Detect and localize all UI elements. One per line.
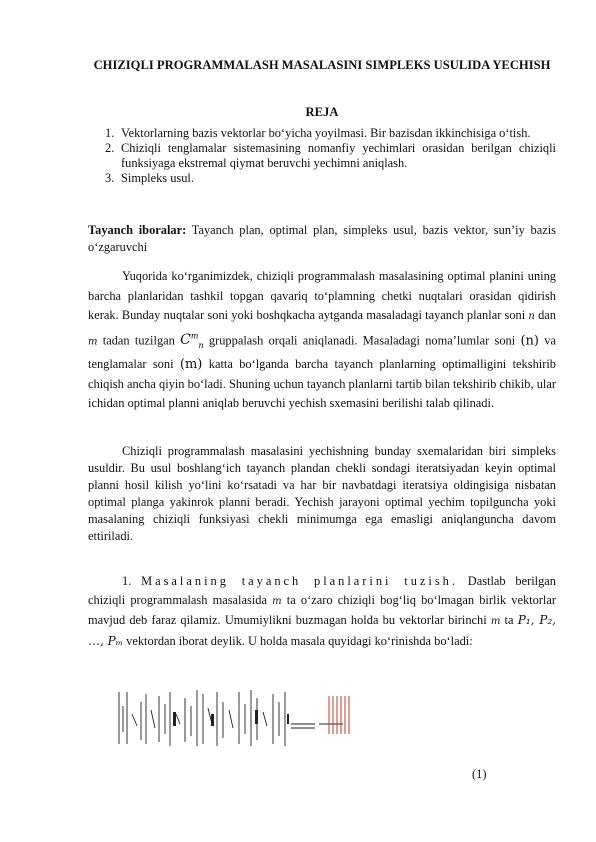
math-symbol: C <box>180 332 191 349</box>
plan-item-text: Vektorlarning bazis vektorlar bo‘yicha yoyilmasi. Bir bazisdan ikkinchisiga o‘tish. <box>121 126 531 140</box>
plan-item-number: 3. <box>105 171 115 185</box>
text-run: vektordan iborat deylik. U holda masala quyidagi ko‘rinishda bo‘ladi: <box>123 633 473 648</box>
paragraph-simplex: Chiziqli programmalash masalasini yechishning bunday sxemalaridan biri simpleks usuldir. Bu usul boshlang‘ich tayanch plandan chekli sondagi iteratsiyadan keyin optimal planni hosil kilish yo‘lini ko‘rsatadi va har bir navbatdagi iteratsiya oldingisiga nisbatan optimal planga yakinrok planni beradi. Yechish jarayoni optimal yechim topilguncha yoki masalaning chiziqli funksiyasi chekli minimumga ega emasligi aniqlanguncha davom ettiriladi. <box>88 444 556 543</box>
text-run: ta <box>500 613 518 627</box>
plan-item-number: 2. <box>105 141 115 155</box>
math-m: m <box>272 595 282 607</box>
paragraph-tayanch-plan <box>88 572 556 650</box>
plan-item <box>88 126 556 141</box>
section-heading: Masalaning tayanch planlarini tuzish. <box>141 574 458 588</box>
text-run: va tenglamalar soni <box>88 333 556 372</box>
math-paren-m: (m) <box>179 357 203 373</box>
plan-item <box>88 171 556 186</box>
text-run: tadan tuzilgan <box>97 333 181 348</box>
math-vectors: P₁, P₂, …, Pₘ <box>88 613 556 648</box>
keywords-text: Tayanch plan, optimal plan, simpleks usul, bazis vektor, sun’iy bazis o‘zgaruvchi <box>88 223 556 254</box>
keywords-paragraph <box>88 222 556 256</box>
text-run: Dastlab berilgan chiziqli programmalash masalasida <box>88 574 557 607</box>
plan-item-number: 1. <box>105 126 115 140</box>
text-run: katta bo‘lganda barcha tayanch planlarning optimalligini tekshirib chiqish ancha qiyin bo‘ladi. Shuning uchun tayanch planlarni tartib bilan tekshirib chikib, ular ichidan optimal planni aniqlab beruvchi yechish sxemasini berilishi talab qilinadi. <box>88 357 556 411</box>
plan-item-text: Chiziqli tenglamalar sistemasining nomanfiy yechimlari orasidan berilgan chiziqli funksiyaga ekstremal qiymat beruvchi yechimni aniqlash. <box>121 141 556 170</box>
math-subscript: n <box>198 340 204 350</box>
section-number: 1. <box>122 574 142 588</box>
text-run: gruppalash orqali aniqlanadi. Masaladagi noma’lumlar soni <box>203 333 521 348</box>
equation-system-image <box>115 684 355 752</box>
plan-item-text: Simpleks usul. <box>121 171 194 185</box>
math-m: m <box>490 616 501 627</box>
math-m: m <box>88 336 98 348</box>
keywords-label: Tayanch iboralar: <box>88 223 187 237</box>
math-combination <box>180 332 203 348</box>
paragraph-intro <box>88 267 556 414</box>
plan-list <box>88 126 556 186</box>
math-paren-n: (n) <box>520 333 539 349</box>
plan-heading: REJA <box>305 105 339 119</box>
text-run: ta o‘zaro chiziqli bog‘liq bo‘lmagan birlik vektorlar mavjud deb faraz qilamiz. Umumiylikni buzmagan holda bu vektorlar birinchi <box>88 592 556 627</box>
equation-number: (1) <box>472 767 487 781</box>
text-run: Yuqorida ko‘rganimizdek, chiziqli programmalash masalasining optimal planini uning barcha planlaridan tashkil topgan qavariq to‘plamning chetki nuqtalari orasidan qidirish kerak. Bunday nuqtalar soni yoki boshqkacha aytganda masaladagi tayanch planlar soni <box>88 269 556 322</box>
math-n: n <box>528 311 535 322</box>
page-title: CHIZIQLI PROGRAMMALASH MASALASINI SIMPLEKS USULIDA YECHISH <box>93 58 551 72</box>
text-run: dan <box>534 308 556 322</box>
plan-item <box>88 141 556 171</box>
math-superscript: m <box>190 331 199 341</box>
